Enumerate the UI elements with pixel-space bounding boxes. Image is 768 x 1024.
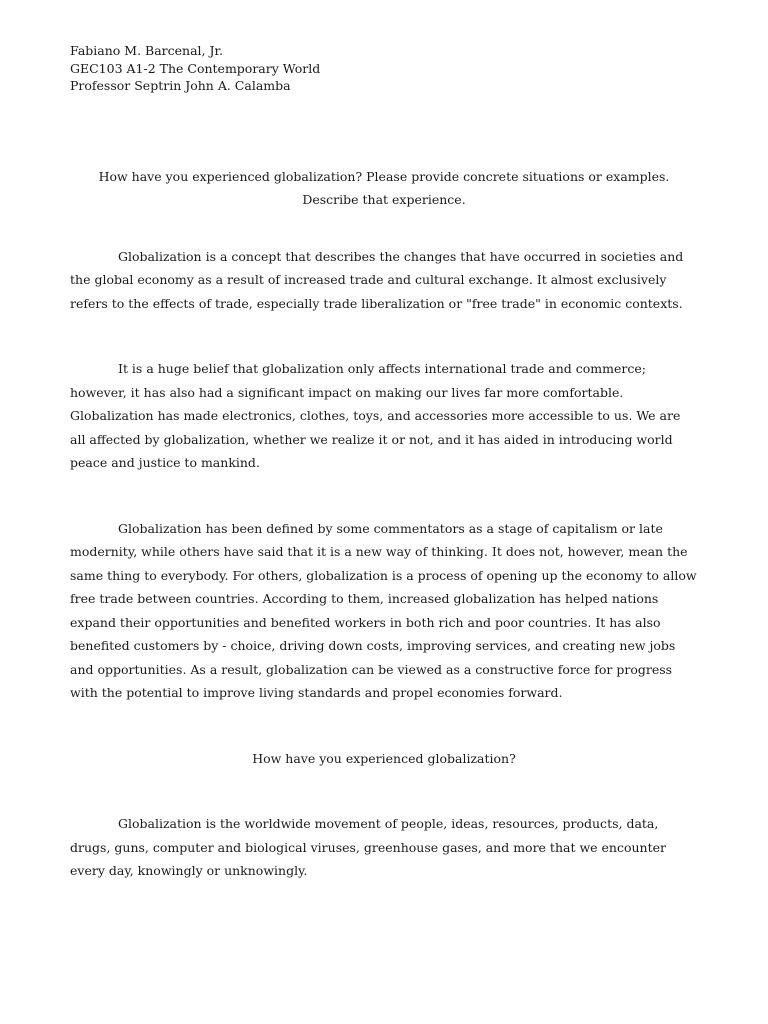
essay-prompt bbox=[70, 165, 698, 212]
prompt-line-1: How have you experienced globalization? Please provide concrete situations or examples. bbox=[98, 168, 670, 184]
course-title: GEC103 A1-2 The Contemporary World bbox=[70, 60, 321, 76]
section-subheading: How have you experienced globalization? bbox=[252, 750, 516, 766]
author-name: Fabiano M. Barcenal, Jr. bbox=[70, 43, 224, 58]
prompt-line-2: Describe that experience. bbox=[302, 192, 466, 207]
professor-name: Professor Septrin John A. Calamba bbox=[70, 78, 291, 93]
paragraph-2: It is a huge belief that globalization only affects international trade and commerce; however, it has also had a significant impact on making our lives far more comfortable. Globalization has made electronics, clothes, toys, and accessories more accessible to us. We are all affected by globalization, whether we realize it or not, and it has aided in introducing world peace and justice to mankind. bbox=[70, 361, 681, 470]
paragraph-1: Globalization is a concept that describes the changes that have occurred in societies and the global economy as a result of increased trade and cultural exchange. It almost exclusively refers to the effects of trade, especially trade liberalization or "free trade" in economic contexts. bbox=[70, 248, 684, 311]
paragraph-4: Globalization is the worldwide movement of people, ideas, resources, products, data, drugs, guns, computer and biological viruses, greenhouse gases, and more that we encounter every day, knowingly or unknowingly. bbox=[70, 816, 666, 878]
paragraph-3: Globalization has been defined by some commentators as a stage of capitalism or late modernity, while others have said that it is a new way of thinking. It does not, however, mean the same thing to everybody. For others, globalization is a process of opening up the economy to allow free trade between countries. According to them, increased globalization has helped nations expand their opportunities and benefited workers in both rich and poor countries. It has also benefited customers by - choice, driving down costs, improving services, and creating new jobs and opportunities. As a result, globalization can be viewed as a constructive force for progress with the potential to improve living standards and propel economies forward. bbox=[70, 520, 697, 700]
